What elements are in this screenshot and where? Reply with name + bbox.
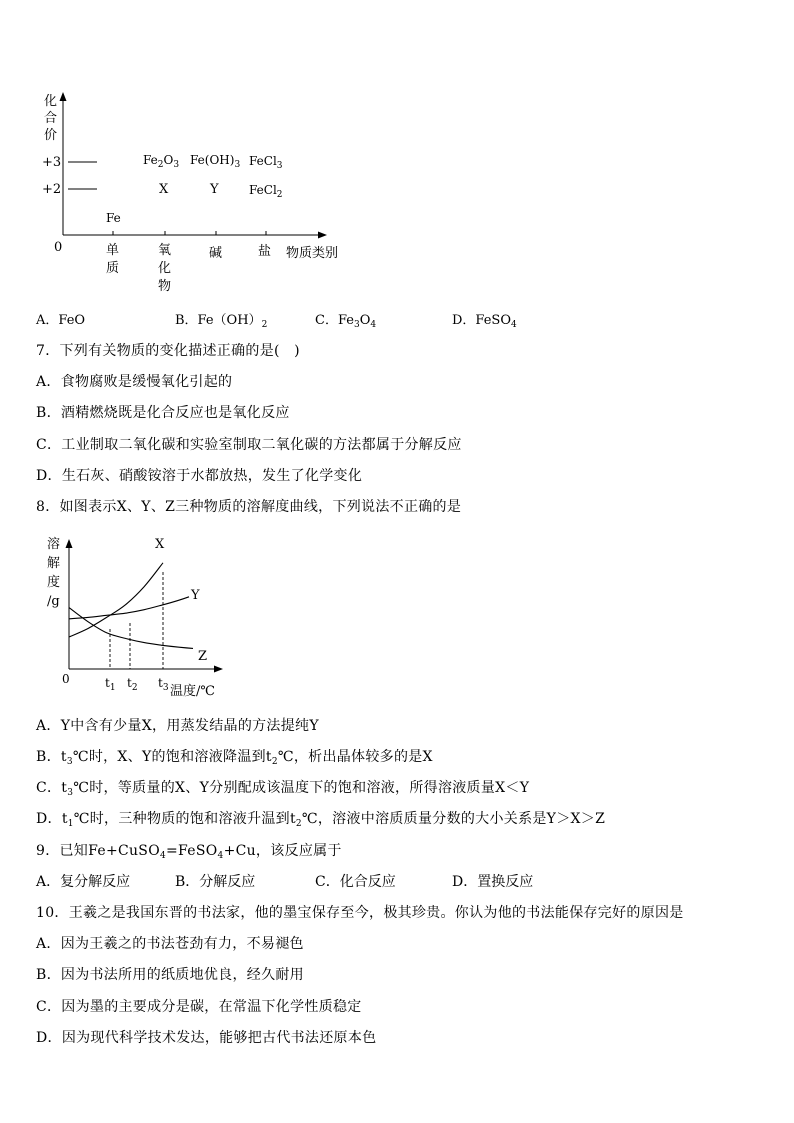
tick-label-t1: $t_1$	[105, 676, 116, 693]
q9-stem: 9．已知Fe+CuSO$_4$=FeSO$_4$+Cu，该反应属于	[36, 843, 342, 861]
q8-option-a: A．Y中含有少量X，用蒸发结晶的方法提纯Y	[36, 718, 319, 734]
species-fecl2: FeCl$_2$	[249, 183, 283, 200]
ylabel-char: 解	[47, 556, 61, 571]
q9-option-d: D．置换反应	[452, 874, 534, 890]
q9-option-b: B．分解反应	[175, 874, 256, 890]
valence-chart-origin: 0	[54, 240, 63, 255]
valence-tick-label-plus2: +2	[42, 182, 62, 197]
xlabel-char: 单	[106, 243, 120, 258]
q6-option-a: A．FeO	[36, 313, 86, 328]
xlabel-char: 质	[106, 261, 120, 276]
series-z-tail	[163, 645, 193, 648]
series-label-z: Z	[198, 649, 208, 664]
xlabel-char: 化	[158, 261, 172, 276]
series-label-y: Y	[191, 588, 200, 603]
series-y-tail	[163, 597, 189, 605]
q10-stem: 10．王羲之是我国东晋的书法家，他的墨宝保存至今，极其珍贵。你认为他的书法能保存完好的原因是	[36, 905, 684, 921]
ylabel-char: 度	[47, 575, 61, 590]
xlabel-char: 氧	[158, 243, 172, 258]
species-fe: Fe	[106, 211, 121, 225]
ylabel-char: 合	[44, 111, 58, 126]
q10-option-b: B．因为书法所用的纸质地优良，经久耐用	[36, 967, 304, 983]
solubility-y-arrow	[66, 539, 73, 548]
species-x: X	[159, 182, 169, 197]
q8-option-d: D．$t_1℃$时，三种物质的饱和溶液升温到$t_2℃$，溶液中溶质质量分数的大小关系是Y＞X＞Z	[36, 811, 606, 829]
q7-option-c: C．工业制取二氧化碳和实验室制取二氧化碳的方法都属于分解反应	[36, 437, 462, 453]
q8-stem: 8．如图表示X、Y、Z三种物质的溶解度曲线，下列说法不正确的是	[36, 499, 462, 515]
class-label-element	[106, 242, 119, 278]
q10-option-d: D．因为现代科学技术发达，能够把古代书法还原本色	[36, 1030, 377, 1046]
tick-label-t2: $t_2$	[127, 676, 138, 693]
solubility-xlabel: 温度/℃	[170, 684, 215, 699]
tick-label-t3: $t_3$	[158, 676, 169, 693]
species-y: Y	[210, 182, 219, 197]
class-label-base: 碱	[209, 246, 223, 261]
ylabel-char: 化	[44, 94, 58, 109]
species-fe2o3: $Fe_2O_3$	[143, 153, 180, 170]
class-label-oxide	[158, 242, 171, 296]
q9-option-c: C．化合反应	[315, 874, 396, 890]
q6-option-c: C．$Fe_3O_4$	[315, 313, 377, 330]
q8-option-b: B．$t_3℃$时，X、Y的饱和溶液降温到$t_2℃$，析出晶体较多的是X	[36, 749, 433, 767]
q10-option-c: C．因为墨的主要成分是碳，在常温下化学性质稳定	[36, 999, 362, 1015]
solubility-chart	[0, 530, 260, 700]
valence-chart-y-arrow	[60, 92, 67, 101]
valence-tick-label-plus3: +3	[42, 155, 62, 170]
solubility-origin: 0	[62, 672, 70, 686]
valence-chart-ylabel	[44, 93, 57, 144]
series-label-x: X	[155, 537, 165, 552]
q7-option-b: B．酒精燃烧既是化合反应也是氧化反应	[36, 405, 290, 421]
q10-option-a: A．因为王羲之的书法苍劲有力，不易褪色	[36, 936, 304, 952]
q7-stem: 7．下列有关物质的变化描述正确的是( )	[36, 343, 300, 359]
ylabel-char: 价	[44, 128, 58, 143]
solubility-ylabel	[47, 535, 60, 611]
ylabel-char: /g	[47, 594, 60, 609]
q9-option-a: A．复分解反应	[36, 874, 131, 890]
ylabel-char: 溶	[47, 537, 61, 552]
q7-option-d: D．生石灰、硝酸铵溶于水都放热，发生了化学变化	[36, 468, 363, 484]
q6-option-d: D．FeSO$_4$	[452, 313, 517, 330]
valence-chart-x-arrow	[318, 232, 327, 239]
species-fe-oh-3: $Fe(OH)_3$	[190, 153, 241, 170]
q7-option-a: A．食物腐败是缓慢氧化引起的	[36, 374, 233, 390]
solubility-x-arrow	[214, 666, 223, 673]
species-fecl3: FeCl$_3$	[249, 154, 283, 171]
xlabel-char: 物	[158, 279, 172, 294]
valence-chart-xlabel: 物质类别	[286, 246, 339, 261]
q6-option-b: B．$Fe(OH)_2$	[175, 313, 268, 330]
valence-chart	[0, 0, 794, 310]
class-label-salt: 盐	[258, 244, 272, 259]
series-x-curve	[69, 563, 163, 637]
q8-option-c: C．$t_3℃$时，等质量的X、Y分别配成该温度下的饱和溶液，所得溶液质量X＜Y	[36, 780, 530, 798]
series-z-curve	[69, 608, 163, 646]
